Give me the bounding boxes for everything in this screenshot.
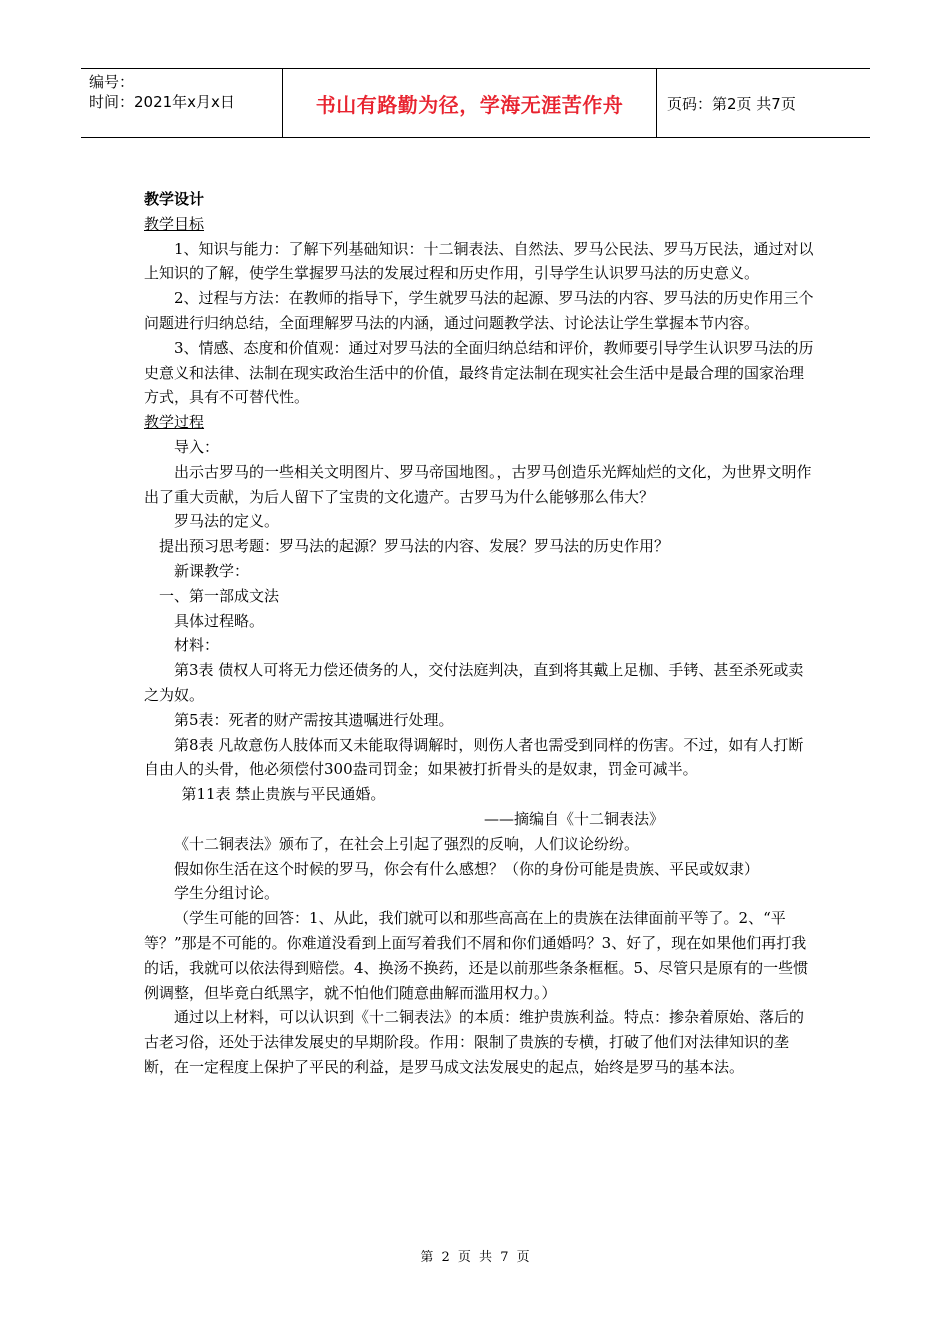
paragraph-goal-3: 3、情感、态度和价值观：通过对罗马法的全面归纳总结和评价，教师要引导学生认识罗马法的历史意义和法律、法制在现实政治生活中的价值，最终肯定法制在现实社会生活中是最合理的国家治理方式，具有不可替代性。: [144, 338, 814, 407]
paragraph-preview-questions: 提出预习思考题：罗马法的起源？罗马法的内容、发展？罗马法的历史作用？: [159, 537, 670, 556]
paragraph-conclusion: 通过以上材料，可以认识到《十二铜表法》的本质：维护贵族利益。特点：掺杂着原始、落后的古老习俗，还处于法律发展史的早期阶段。作用：限制了贵族的专横，打破了他们对法律知识的垄断，在一定程度上保护了平民的利益，是罗马成文法发展史的起点，始终是罗马的基本法。: [144, 1008, 805, 1076]
paragraph-table-3: 第3表 债权人可将无力偿还债务的人，交付法庭判决，直到将其戴上足枷、手铐、甚至杀死或卖之为奴。: [144, 661, 804, 704]
paragraph-question: 假如你生活在这个时候的罗马，你会有什么感想？（你的身份可能是贵族、平民或奴隶）: [174, 859, 760, 878]
section-heading-process: 教学过程: [144, 413, 205, 432]
paragraph-answers: （学生可能的回答：1、从此，我们就可以和那些高高在上的贵族在法律面前平等了。2、“平等？”那是不可能的。你难道没看到上面写着我们不屑和你们通婚吗？3、好了，现在如果他们再打我的话，我就可以依法得到赔偿。4、换汤不换药，还是以前那些条条框框。5、尽管只是原有的一些惯例调整，但毕竟白纸黑字，就不怕他们随意曲解而滥用权力。）: [144, 909, 809, 1002]
paragraph-goal-2: 2、过程与方法：在教师的指导下，学生就罗马法的起源、罗马法的内容、罗马法的历史作用三个问题进行归纳总结，全面理解罗马法的内涵，通过问题教学法、讨论法让学生掌握本节内容。: [144, 289, 814, 332]
paragraph-part-1: 一、第一部成文法: [159, 586, 280, 605]
paragraph-new-lesson: 新课教学：: [174, 561, 250, 580]
section-heading-goals: 教学目标: [144, 214, 205, 233]
paragraph-material-label: 材料：: [174, 636, 220, 655]
paragraph-process-omitted: 具体过程略。: [174, 611, 265, 630]
page-header: [81, 68, 870, 138]
document-number-label: 编号：: [89, 73, 135, 91]
paragraph-table-8: 第8表 凡故意伤人肢体而又未能取得调解时，则伤人者也需受到同样的伤害。不过，如有人打断自由人的头骨，他必须偿付300盎司罚金；如果被打折骨头的是奴隶，罚金可减半。: [144, 735, 804, 779]
paragraph-source: ——摘编自《十二铜表法》: [483, 809, 664, 828]
paragraph-intro-text: 出示古罗马的一些相关文明图片、罗马帝国地图。，古罗马创造乐光辉灿烂的文化，为世界文明作出了重大贡献，为后人留下了宝贵的文化遗产。古罗马为什么能够那么伟大？: [144, 462, 812, 506]
header-divider: [656, 69, 657, 137]
document-body: [144, 187, 814, 1080]
paragraph-definition: 罗马法的定义。: [174, 512, 280, 531]
document-title: 教学设计: [144, 190, 205, 208]
paragraph-table-11: 第11表 禁止贵族与平民通婚。: [181, 785, 386, 804]
header-page-label: 页码：第2页 共7页: [667, 94, 796, 113]
paragraph-discussion: 学生分组讨论。: [174, 884, 280, 903]
paragraph-intro-label: 导入：: [174, 437, 220, 456]
document-time-label: 时间：2021年x月x日: [89, 93, 235, 111]
paragraph-reaction: 《十二铜表法》颁布了，在社会上引起了强烈的反响，人们议论纷纷。: [174, 834, 640, 853]
page-footer: 第 2 页 共 7 页: [420, 1250, 530, 1265]
paragraph-goal-1: 1、知识与能力：了解下列基础知识：十二铜表法、自然法、罗马公民法、罗马万民法，通过对以上知识的了解，使学生掌握罗马法的发展过程和历史作用，引导学生认识罗马法的历史意义。: [144, 239, 814, 283]
header-meta: [89, 72, 279, 112]
paragraph-table-5: 第5表：死者的财产需按其遗嘱进行处理。: [174, 710, 454, 729]
header-motto: 书山有路勤为径，学海无涯苦作舟: [315, 92, 624, 117]
